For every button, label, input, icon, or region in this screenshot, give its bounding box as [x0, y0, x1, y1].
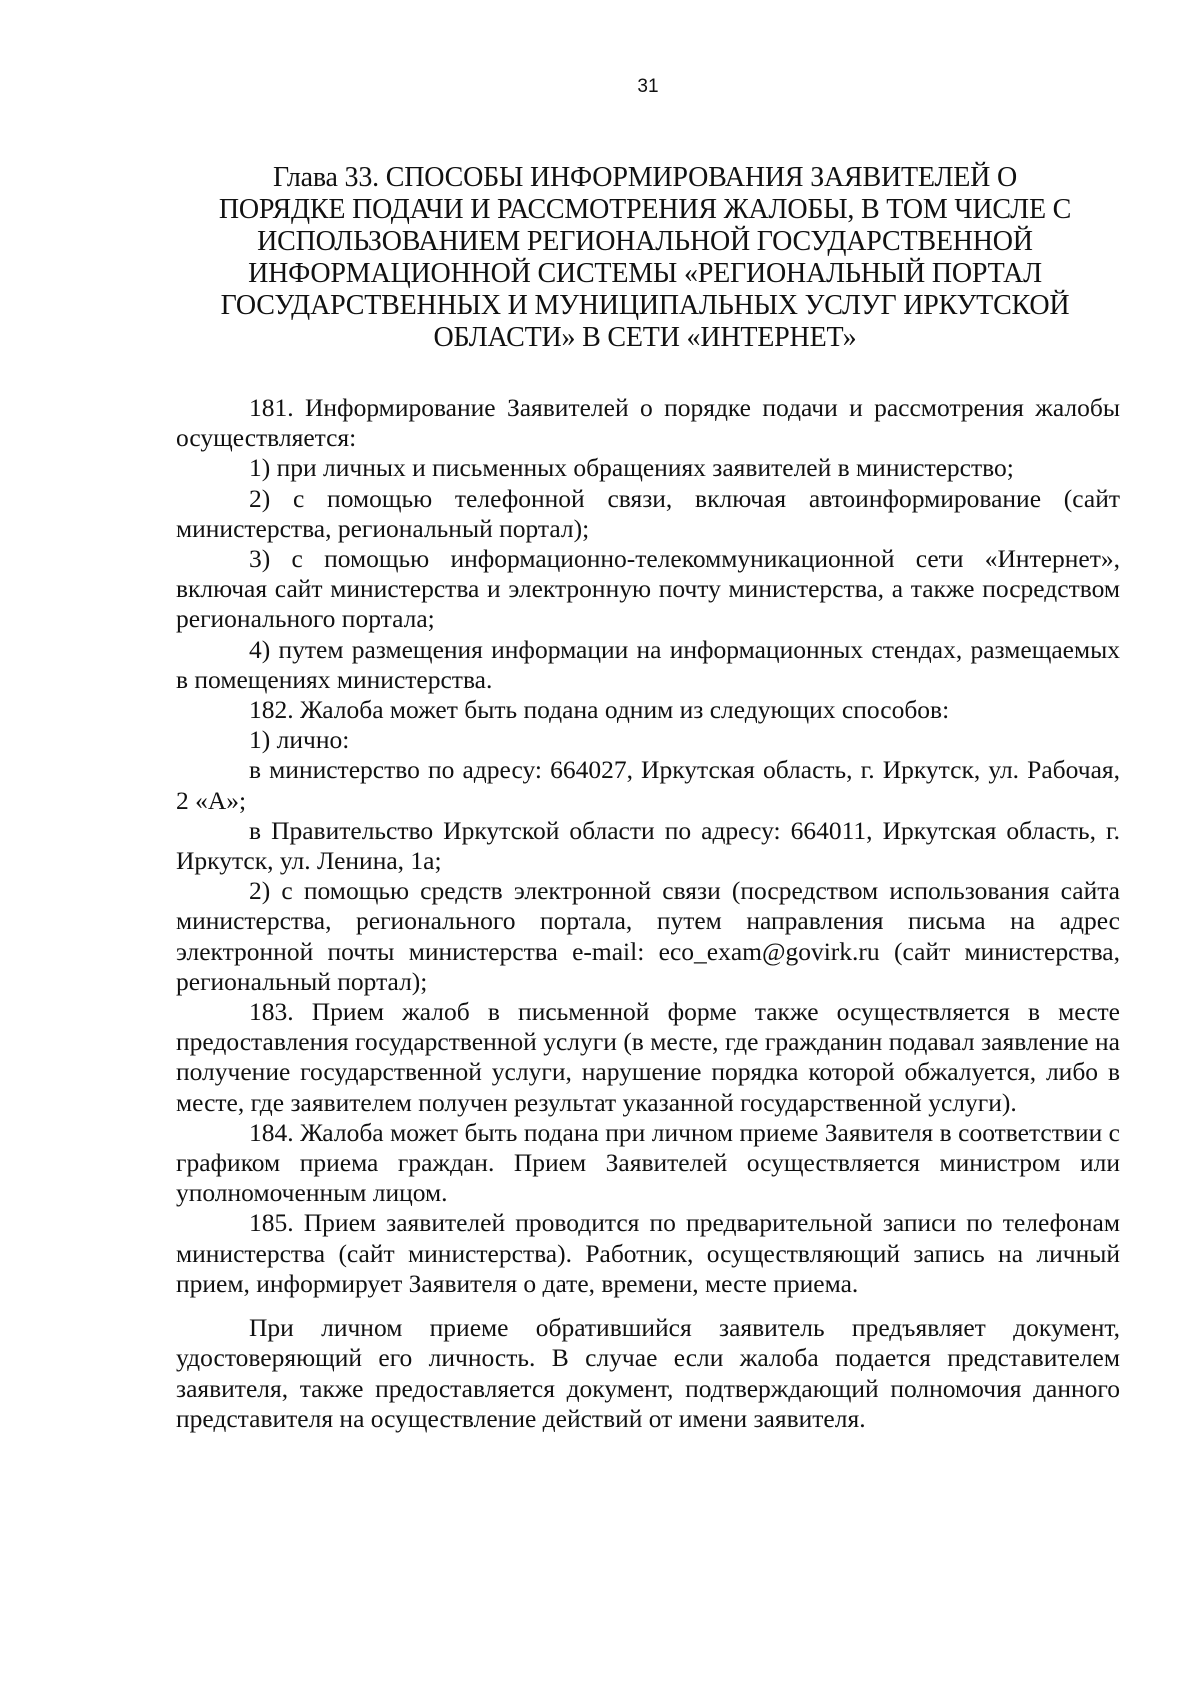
paragraph-183: 183. Прием жалоб в письменной форме также осуществляется в месте предоставления государственной услуги (в месте, где гражданин подавал заявление на получение государственной услуги, нарушение порядка которой обжалуется, либо в месте, где заявителем получен результат указанной государственной услуги). — [176, 997, 1120, 1117]
paragraph-185: 185. Прием заявителей проводится по предварительной записи по телефонам министерства (сайт министерства). Работник, осуществляющий запись на личный прием, информирует Заявителя о дате, времени, месте приема. — [176, 1208, 1120, 1298]
paragraph-181: 181. Информирование Заявителей о порядке подачи и рассмотрения жалобы осуществляется: — [176, 393, 1120, 453]
list-item: 2) с помощью средств электронной связи (посредством использования сайта министерства, регионального портала, путем направления письма на адрес электронной почты министерства e-mail: eco_exam@govirk.ru (сайт министерства, региональный портал); — [176, 876, 1120, 996]
address-paragraph: в Правительство Иркутской области по адресу: 664011, Иркутская область, г. Иркутск, ул. Ленина, 1а; — [176, 815, 1120, 876]
chapter-title-line: ГОСУДАРСТВЕННЫХ И МУНИЦИПАЛЬНЫХ УСЛУГ ИРКУТСКОЙ — [220, 290, 1070, 321]
page-number: 31 — [637, 76, 659, 97]
list-item: 1) при личных и письменных обращениях заявителей в министерство; — [249, 453, 1014, 483]
list-item: 4) путем размещения информации на информационных стендах, размещаемых в помещениях министерства. — [176, 634, 1120, 694]
list-item: 1) лично: — [249, 725, 350, 755]
chapter-title-line: ИНФОРМАЦИОННОЙ СИСТЕМЫ «РЕГИОНАЛЬНЫЙ ПОРТАЛ — [248, 258, 1042, 289]
list-item: 3) с помощью информационно-телекоммуникационной сети «Интернет», включая сайт министерства и электронную почту министерства, а также посредством регионального портала; — [176, 544, 1120, 634]
chapter-title-line: ИСПОЛЬЗОВАНИЕМ РЕГИОНАЛЬНОЙ ГОСУДАРСТВЕННОЙ — [257, 226, 1033, 257]
paragraph-182: 182. Жалоба может быть подана одним из следующих способов: — [249, 695, 950, 725]
closing-paragraph: При личном приеме обратившийся заявитель предъявляет документ, удостоверяющий его личность. В случае если жалоба подается представителем заявителя, также предоставляется документ, подтверждающий полномочия данного представителя на осуществление действий от имени заявителя. — [176, 1313, 1120, 1433]
chapter-title-line: ОБЛАСТИ» В СЕТИ «ИНТЕРНЕТ» — [433, 322, 857, 353]
document-body — [176, 393, 1120, 1434]
chapter-title-line: ПОРЯДКЕ ПОДАЧИ И РАССМОТРЕНИЯ ЖАЛОБЫ, В ТОМ ЧИСЛЕ С — [218, 194, 1072, 225]
paragraph-184: 184. Жалоба может быть подана при личном приеме Заявителя в соответствии с графиком приема граждан. Прием Заявителей осуществляется министром или уполномоченным лицом. — [176, 1117, 1120, 1208]
list-item: 2) с помощью телефонной связи, включая автоинформирование (сайт министерства, региональный портал); — [176, 483, 1120, 543]
address-paragraph: в министерство по адресу: 664027, Иркутская область, г. Иркутск, ул. Рабочая, 2 «А»; — [176, 755, 1120, 815]
chapter-title-line: Глава 33. СПОСОБЫ ИНФОРМИРОВАНИЯ ЗАЯВИТЕЛЕЙ О — [272, 162, 1017, 193]
chapter-title — [190, 162, 1100, 354]
